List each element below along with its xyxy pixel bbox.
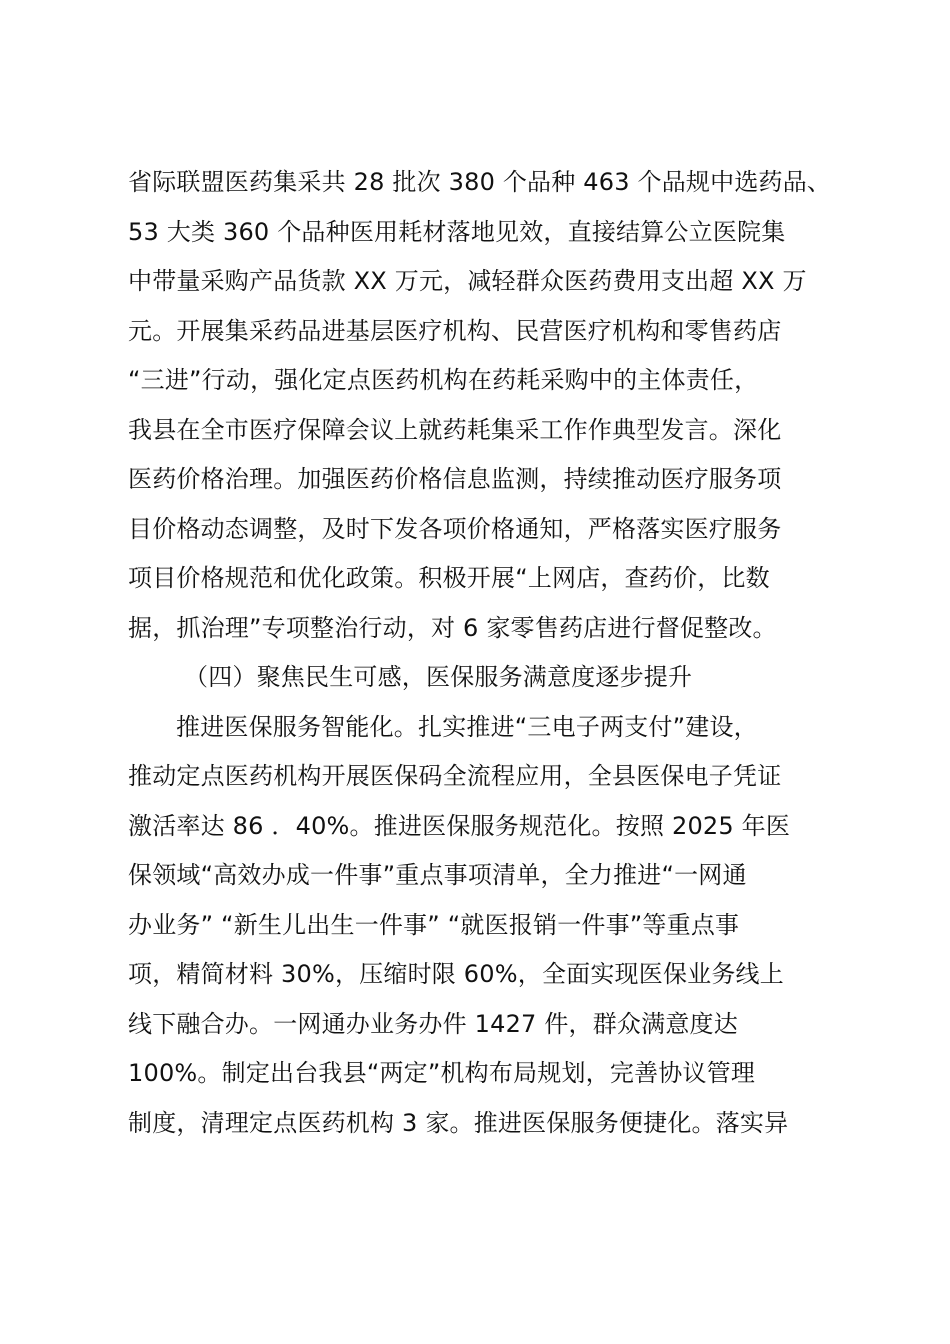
text-line: “三进”行动，强化定点医药机构在药耗采购中的主体责任， (128, 366, 759, 394)
text-line: 据，抓治理”专项整治行动，对 6 家零售药店进行督促整改。 (128, 613, 777, 642)
text-line: 元。开展集采药品进基层医疗机构、民营医疗机构和零售药店 (128, 316, 782, 345)
text-line: 100%。制定出台我县“两定”机构布局规划，完善协议管理 (128, 1059, 756, 1087)
text-line: 我县在全市医疗保障会议上就药耗集采工作作典型发言。深化 (128, 415, 782, 444)
text-line: 制度，清理定点医药机构 3 家。推进医保服务便捷化。落实异 (128, 1108, 789, 1137)
text-line: 办业务” “新生儿出生一件事” “就医报销一件事”等重点事 (128, 910, 740, 939)
text-line: 目价格动态调整，及时下发各项价格通知，严格落实医疗服务 (128, 514, 782, 543)
text-line: 推动定点医药机构开展医保码全流程应用，全县医保电子凭证 (128, 762, 782, 790)
text-line: 项，精简材料 30%，压缩时限 60%，全面实现医保业务线上 (128, 960, 784, 988)
text-line: 项目价格规范和优化政策。积极开展“上网店，查药价，比数 (128, 564, 770, 592)
text-line: 53 大类 360 个品种医用耗材落地见效，直接结算公立医院集 (128, 217, 786, 246)
text-line: 医药价格治理。加强医药价格信息监测，持续推动医疗服务项 (128, 465, 782, 493)
text-line: 激活率达 86 ．40%。推进医保服务规范化。按照 2025 年医 (128, 811, 791, 840)
body-text (128, 158, 836, 1148)
section-heading: （四）聚焦民生可感，医保服务满意度逐步提升 (184, 663, 693, 691)
text-line: 推进医保服务智能化。扎实推进“三电子两支付”建设， (176, 712, 758, 741)
text-line: 省际联盟医药集采共 28 批次 380 个品种 463 个品规中选药品、 (128, 168, 832, 196)
text-line: 中带量采购产品货款 XX 万元，减轻群众医药费用支出超 XX 万 (128, 267, 807, 295)
text-line: 保领域“高效办成一件事”重点事项清单，全力推进“一网通 (128, 861, 747, 889)
text-line: 线下融合办。一网通办业务办件 1427 件，群众满意度达 (128, 1009, 738, 1038)
